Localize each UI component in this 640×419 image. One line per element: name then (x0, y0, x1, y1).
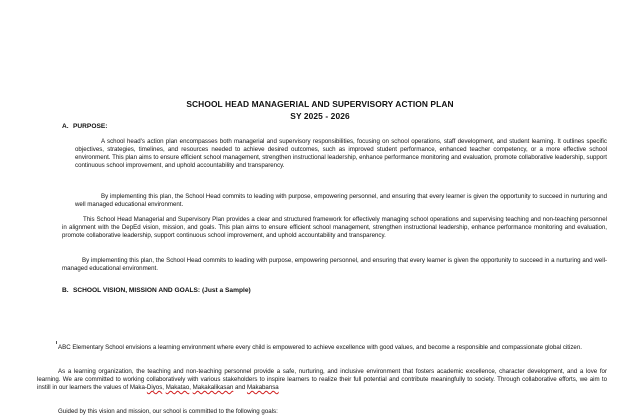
mission-paragraph[interactable]: As a learning organization, the teaching and non-teaching personnel provide a safe, nurturing, and inclusive environment that fosters academic excellence, character development, and a love for learning. We are committed to working collaboratively with various stakeholders to inspire learners to realize their full potential and contribute meaningfully to society. Through collaborative efforts, we aim to instill in our learners the values of Maka-Diyos, Makatao, Makakalikasan and Makabansa (37, 368, 607, 391)
vision-paragraph[interactable]: ABC Elementary School envisions a learning environment where every child is empowered to achieve excellence with good values, and become a responsible and compassionate global citizen. (58, 344, 582, 351)
section-a-marker: A. (62, 123, 69, 130)
document-subtitle: SY 2025 - 2026 (290, 111, 350, 121)
purpose-paragraph-2[interactable]: By implementing this plan, the School Head commits to leading with purpose, empowering personnel, and ensuring that every learner is given the opportunity to succeed in nurturing and well managed educational environment. (75, 193, 607, 208)
spellcheck-word-diyos[interactable]: Diyos (146, 383, 163, 391)
spellcheck-word-makakalikasan[interactable]: Makakalikasan (192, 383, 234, 391)
section-b-heading-text: SCHOOL VISION, MISSION AND GOALS: (Just a Sample) (73, 287, 251, 294)
section-a-heading (62, 122, 107, 131)
purpose-paragraph-4[interactable]: By implementing this plan, the School Head commits to leading with purpose, empowering personnel, and ensuring that every learner is given the opportunity to succeed in a nurturing and well-managed educational environment. (62, 257, 607, 272)
goals-intro-paragraph[interactable]: Guided by this vision and mission, our school is committed to the following goals: (58, 408, 278, 415)
document-title-block (0, 98, 640, 122)
spellcheck-word-makabansa[interactable]: Makabansa (246, 383, 279, 391)
section-a-heading-text: PURPOSE: (73, 123, 108, 130)
spellcheck-word-makatao[interactable]: Makatao (165, 383, 190, 391)
document-title: SCHOOL HEAD MANAGERIAL AND SUPERVISORY ACTION PLAN (186, 99, 454, 109)
purpose-paragraph-1[interactable]: A school head's action plan encompasses both managerial and supervisory responsibilities, focusing on school operations, staff development, and student learning. It outlines specific objectives, strategies, timelines, and resources needed to achieve desired outcomes, such as improved student performance, enhanced teacher competency, or a more effective school environment. This plan aims to ensure efficient school management, strengthen instructional leadership, enhance performance monitoring and evaluation, promote collaborative leadership, support continuous school improvement, and uphold accountability and transparency. (75, 138, 607, 169)
section-b-heading (62, 286, 251, 295)
section-b-marker: B. (62, 287, 69, 294)
purpose-paragraph-3[interactable]: This School Head Managerial and Supervisory Plan provides a clear and structured framework for effectively managing school operations and supervising teaching and non-teaching personnel in alignment with the DepEd vision, mission, and goals. This plan aims to ensure efficient school management, strengthen instructional leadership, enhance performance monitoring and evaluation, promote collaborative leadership, support continuous school improvement, and uphold accountability and transparency. (62, 216, 607, 239)
